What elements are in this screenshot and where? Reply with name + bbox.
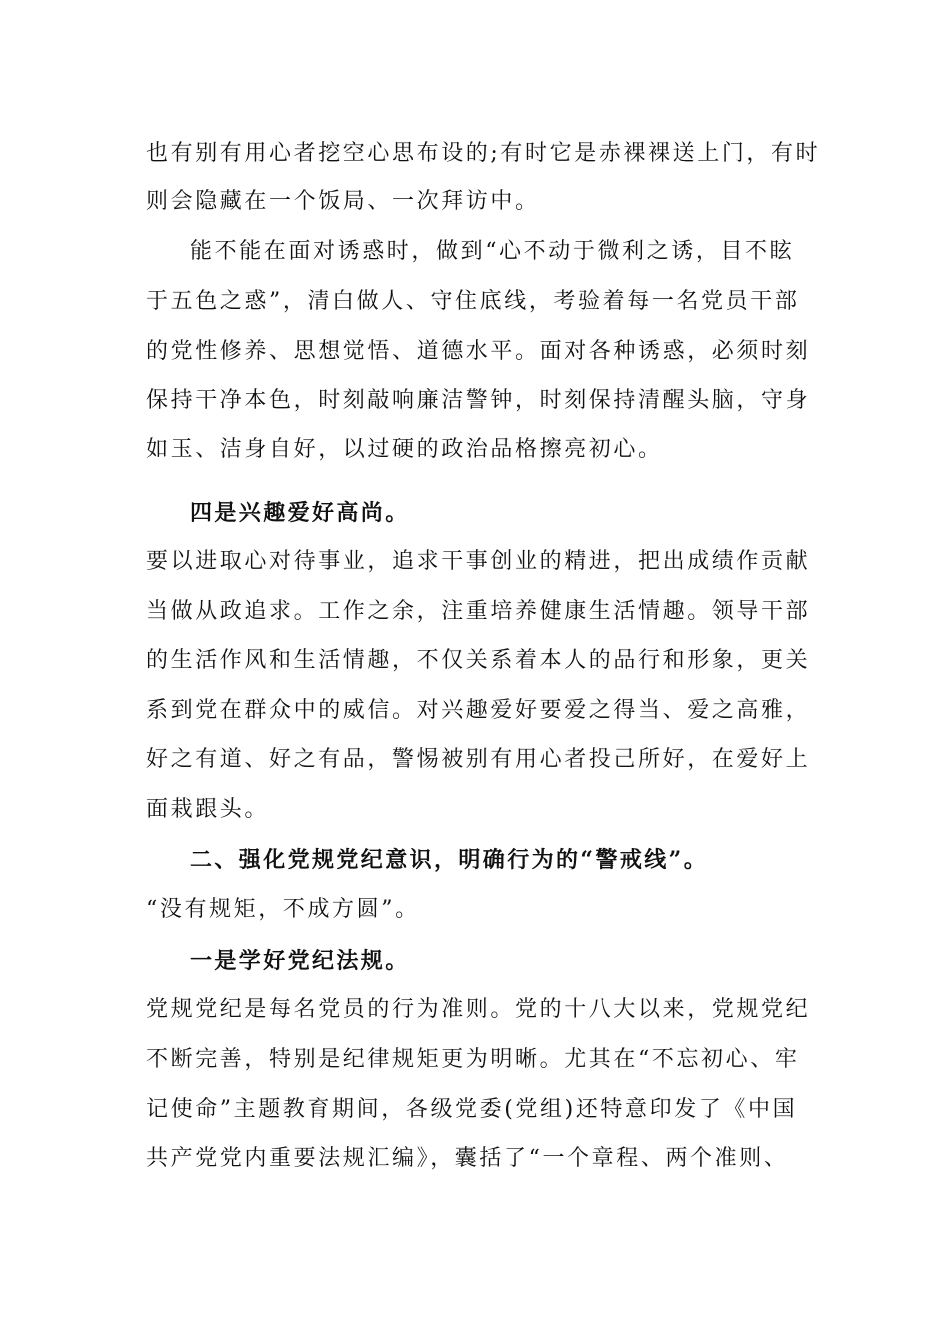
text-line: “没有规矩，不成方圆”。 — [146, 897, 420, 922]
text-line: 的党性修养、思想觉悟、道德水平。面对各种诱惑，必须时刻 — [146, 339, 811, 364]
text-line: 则会隐藏在一个饭局、一次拜访中。 — [146, 189, 540, 214]
paragraph-first-line: 能不能在面对诱惑时，做到“心不动于微利之诱，目不眩 — [190, 239, 795, 264]
text-line: 如玉、洁身自好，以过硬的政治品格擦亮初心。 — [146, 437, 663, 462]
text-line: 于五色之惑”，清白做人、守住底线，考验着每一名党员干部 — [146, 289, 800, 314]
subheading-interests: 四是兴趣爱好高尚。 — [190, 500, 410, 526]
text-line: 保持干净本色，时刻敲响廉洁警钟，时刻保持清醒头脑，守身 — [146, 388, 811, 413]
text-line: 记使命”主题教育期间，各级党委(党组)还特意印发了《中国 — [146, 1097, 798, 1122]
text-line: 的生活作风和生活情趣，不仅关系着本人的品行和形象，更关 — [146, 648, 811, 673]
text-line: 党规党纪是每名党员的行为准则。党的十八大以来，党规党纪 — [146, 997, 811, 1022]
text-line: 不断完善，特别是纪律规矩更为明晰。尤其在“不忘初心、牢 — [146, 1047, 800, 1072]
text-line: 好之有道、好之有品，警惕被别有用心者投己所好，在爱好上 — [146, 747, 811, 772]
text-line: 要以进取心对待事业，追求干事创业的精进，把出成绩作贡献 — [146, 549, 811, 574]
text-line: 也有别有用心者挖空心思布设的;有时它是赤裸裸送上门，有时 — [146, 141, 821, 166]
text-line: 当做从政追求。工作之余，注重培养健康生活情趣。领导干部 — [146, 599, 811, 624]
text-line: 系到党在群众中的威信。对兴趣爱好要爱之得当、爱之高雅， — [146, 698, 811, 723]
text-line: 共产党党内重要法规汇编》，囊括了“一个章程、两个准则、 — [146, 1146, 789, 1171]
section-heading-two: 二、强化党规党纪意识，明确行为的“警戒线”。 — [190, 847, 709, 873]
subheading-study: 一是学好党纪法规。 — [190, 948, 410, 974]
text-line: 面栽跟头。 — [146, 797, 270, 822]
